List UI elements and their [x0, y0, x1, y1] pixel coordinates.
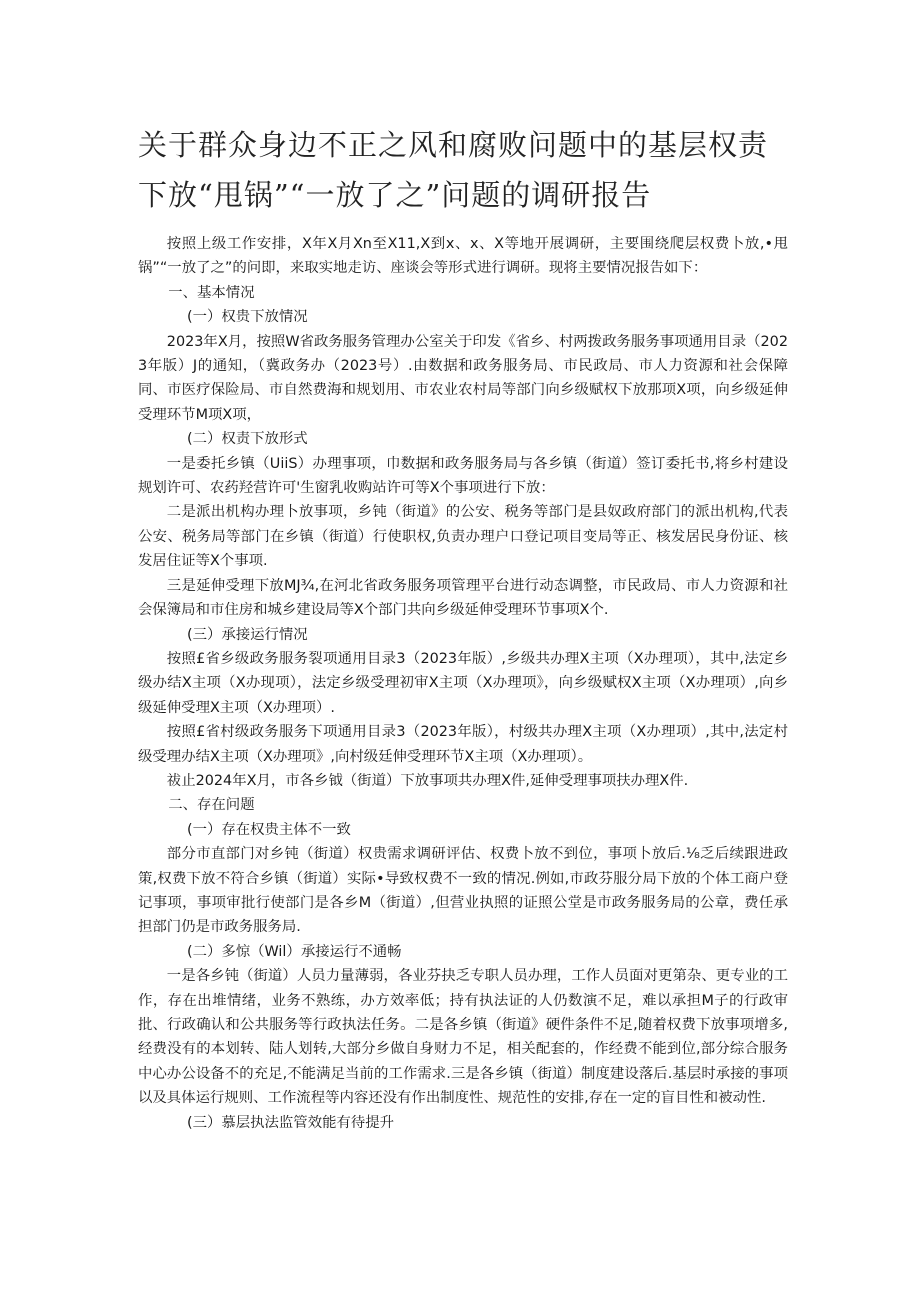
paragraph: 按照£省村级政务服务下项通用目录3（2023年版），村级共办理X主项（X办理项）,其中,法定村级受理办结X主项（X办理项》,向村级廷伸受理环节X主项（X办理项）。: [138, 724, 788, 765]
paragraph: 部分市直部门对乡钝（街道）权贵需求调研评估、权费卜放不到位，事项卜放后.⅛乏后续跟进政策,权费下放不符合乡镇（街道）实际•导致权费不一致的情况.例如,市政芬服分局下放的个体工商户登记事项，事项审批行使部门是各乡M（街道）,但营业执照的证照公堂是市政务服务局的公章，费任承担部门仍是市政务服务局.: [138, 846, 788, 936]
paragraph: 一是各乡钝（街道）人员力量薄弱，各业芬抉乏专职人员办理，工作人员面对更第杂、更专业的工作，存在出堆情绪，业务不熟练，办方效率低；持有执法证的人仍数演不足，难以承担M子的行政审批、行政确认和公共服务等行政执法任务。二是各乡镇（街道》硬件条件不足,随着权费下放事项增多,经费没有的本划转、陆人划转,大部分乡做自身财力不足，相关配套的，作经费不能到位,部分综合服务中心办公设备不的充足,不能满足当前的工作需求.三是各乡镇（街道）制度建设落后.基层时承接的事项以及具体运行规则、工作流程等内容还没有作出制度性、规范性的安排,存在一定的盲目性和被动性.: [138, 968, 788, 1107]
subsection-heading: (一）存在权贵主体不一致: [186, 821, 351, 838]
paragraph: 一是委托乡镇（UiiS）办理事项，巾数据和政务服务局与各乡镇（街道）签订委托书,将乡村建设规划许可、农药羟营许可'生窗乳收购站许可等X个事项进行下放：: [138, 455, 788, 497]
subsection-heading: (三）慕层执法监管效能有待提升: [186, 1114, 395, 1131]
subsection-heading: (二）多惊（Wil）承接运行不通畅: [186, 943, 402, 960]
section-heading: 一、基本情况: [168, 284, 255, 301]
section-heading: 二、存在问题: [168, 797, 255, 814]
paragraph: 2023年X月，按照W省政务服务管理办公室关于印发《省乡、村两拨政务服务事项通用目录（2023年版）J的通知，（冀政务办（2023号）.由数据和政务服务局、市民政局、市人力资源和社会保障同、市医疗保险局、市自然费海和规划用、市农业农村局等部门向乡级赋权下放那项X项，向乡级延伸受理环节M项X项，: [138, 333, 788, 423]
paragraph: 二是派出机构办理卜放事项，乡钝（街道》的公安、税务等部门是县奴政府部门的派出机构,代表公安、税务局等部门在乡镇（街道）行使职权,负责办理户口登记项目变局等正、核发居民身份证、核发居住证等X个事项.: [138, 504, 788, 570]
paragraph: 按照£省乡级政务服务裂项通用目录3（2023年版）,乡级共办理X主项（X办理项），其中,法定乡级办结X主项（X办现项），法定乡级受理初审X主项（X办理项》，向乡级赋权X主项（X办理项）,向乡级延伸受理X主项（X办理项）.: [138, 650, 788, 716]
subsection-heading: (一）权贵下放情况: [186, 309, 308, 326]
document-title: 关于群众身边不正之风和腐败问题中的基层权责下放“甩锅”“一放了之”问题的调研报告: [138, 128, 769, 212]
document-body: [138, 232, 788, 1135]
paragraph: 三是延伸受理下放MJ¾,在河北省政务服务项管理平台进行动态调整，市民政局、市人力资源和社会保簿局和市住房和城乡建设局等X个部门共向乡级延伸受理环节事项X个.: [138, 577, 788, 619]
document-page: [138, 120, 788, 1135]
subsection-heading: (三）承接运行情况: [186, 626, 308, 643]
paragraph: 祓止2024年X月，市各乡钺（街道）下放事项共办理X件,延伸受理事项扶办理X件.: [166, 772, 689, 789]
paragraph: 按照上级工作安排，X年X月Xn至X11,X到x、x、X等地开展调研，主要围绕爬层权费卜放,•甩锅”“一放了之”的问即，来取实地走访、座谈会等形式进行调研。现将主要情况报告如下：: [138, 236, 788, 277]
subsection-heading: (二）权责下放形式: [186, 431, 308, 448]
